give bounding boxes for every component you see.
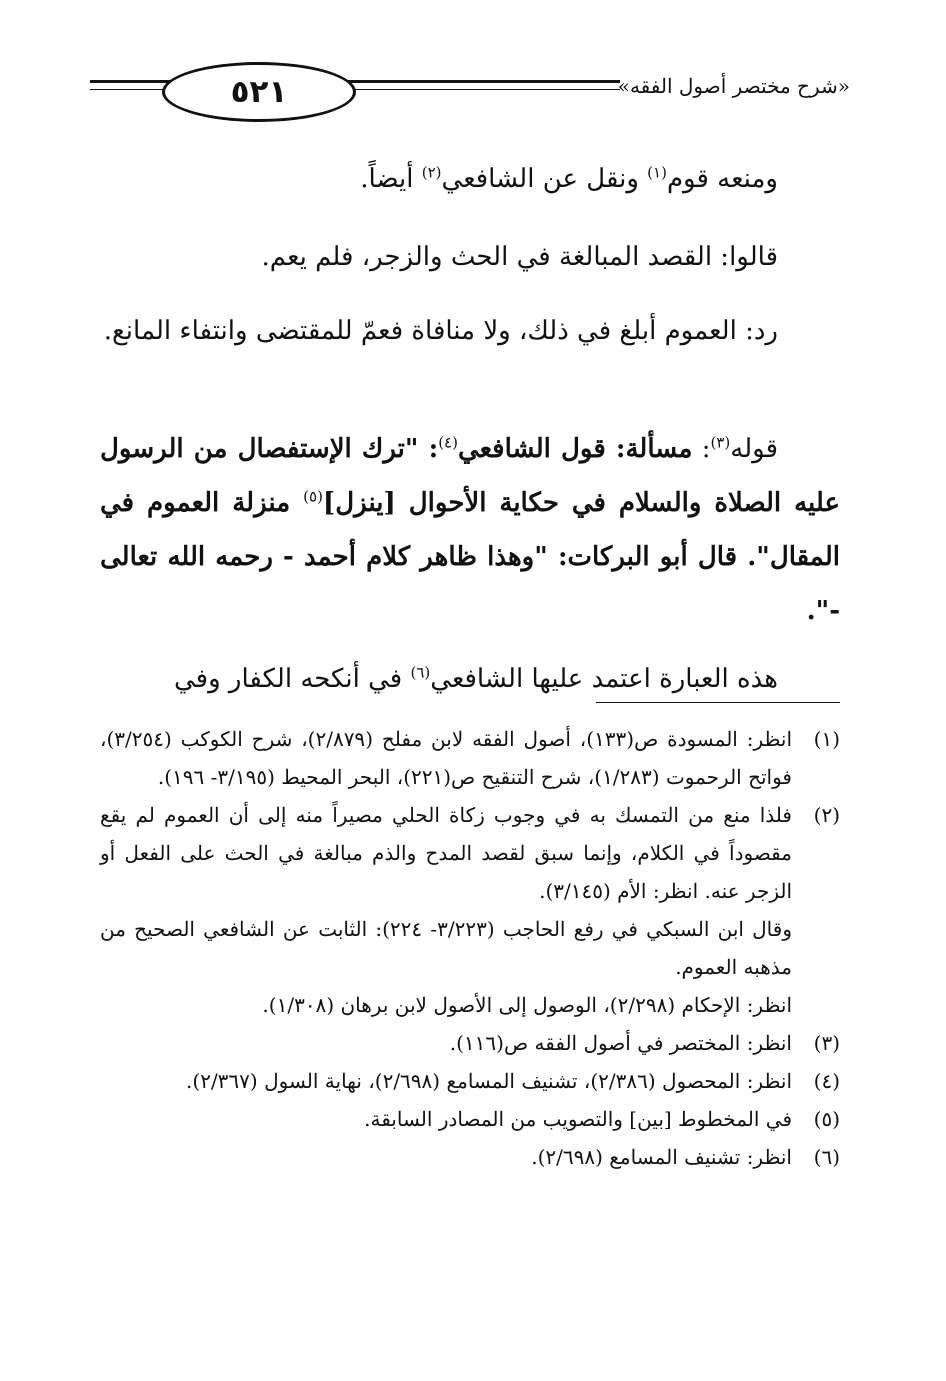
- header-rule-right-top: [336, 80, 620, 83]
- footnote-ref-4[interactable]: (٤): [438, 433, 458, 452]
- footnote-ref-2[interactable]: (٢): [421, 163, 442, 182]
- footnote-ref-6[interactable]: (٦): [410, 663, 431, 682]
- footnote-text: وقال ابن السبكي في رفع الحاجب (٣/٢٢٣- ٢٢٤): الثابت عن الشافعي الصحيح من مذهبه العموم.: [100, 917, 792, 979]
- paragraph-4: [100, 422, 840, 638]
- footnote-2-continuation-2: [100, 986, 840, 1024]
- footnote-text: انظر: المحصول (٢/٣٨٦)، تشنيف المسامع (٢/٦٩٨)، نهاية السول (٢/٣٦٧).: [186, 1069, 792, 1093]
- footnotes-list: [100, 720, 840, 1176]
- footnote-number: (٢): [813, 803, 840, 827]
- text-run: ومنعه قوم: [666, 164, 778, 194]
- footnote-2-continuation: [100, 910, 840, 986]
- footnote-ref-5[interactable]: (٥): [303, 487, 323, 506]
- paragraph-3: رد: العموم أبلغ في ذلك، ولا منافاة فعمّ للمقتضى وانتفاء المانع.: [103, 316, 778, 346]
- book-title: «شرح مختصر أصول الفقه»: [617, 74, 850, 98]
- footnote-3: [100, 1024, 840, 1062]
- footnote-ref-3[interactable]: (٣): [710, 433, 731, 452]
- footnote-text: فلذا منع من التمسك به في وجوب زكاة الحلي مصيراً منه إلى أن العموم لم يقع مقصوداً في الكلام، وإنما سبق لقصد المدح والذم مبالغة في الحث على الفعل أو الزجر عنه. انظر: الأم (٣/١٤٥).: [100, 803, 792, 903]
- paragraph-2: قالوا: القصد المبالغة في الحث والزجر، فلم يعم.: [261, 242, 778, 272]
- footnote-number: [792, 986, 840, 1024]
- footnote-text: انظر: المسودة ص(١٣٣)، أصول الفقه لابن مفلح (٢/٨٧٩)، شرح الكوكب (٣/٢٥٤)، فواتح الرحموت (١/٢٨٣)، شرح التنقيح ص(٢٢١)، البحر المحيط (٣/١٩٥- ١٩٦).: [100, 727, 793, 789]
- text-run: :: [692, 434, 711, 464]
- text-run: في أنكحه الكفار وفي: [174, 664, 411, 694]
- footnote-text: انظر: المختصر في أصول الفقه ص(١١٦).: [449, 1031, 792, 1055]
- bold-text: : "ترك الإستفصال من الرسول عليه الصلاة والسلام في حكاية الأحوال [ينزل]: [100, 434, 840, 518]
- paragraph-1: [100, 148, 840, 210]
- footnote-number: (٦): [813, 1145, 840, 1169]
- footnote-ref-1[interactable]: (١): [647, 163, 667, 182]
- page-header: [90, 58, 850, 120]
- text-run: أيضاً.: [360, 164, 422, 194]
- page-number: ٥٢١: [162, 62, 356, 122]
- footnote-number: (٥): [813, 1107, 840, 1131]
- footnote-divider: [596, 702, 840, 703]
- footnote-text: في المخطوط [بين] والتصويب من المصادر السابقة.: [364, 1107, 792, 1131]
- footnote-1: [100, 720, 840, 796]
- text-run: قوله: [730, 434, 779, 464]
- footnote-text: انظر: تشنيف المسامع (٢/٦٩٨).: [531, 1145, 792, 1169]
- footnote-number: (٣): [813, 1031, 840, 1055]
- bold-text: منزلة العموم في المقال". قال أبو البركات: "وهذا ظاهر كلام أحمد - رحمه الله تعالى -".: [100, 488, 840, 626]
- footnote-number: [792, 910, 840, 986]
- footnote-5: [100, 1100, 840, 1138]
- header-rule-right-bottom: [336, 89, 620, 90]
- bold-text: مسألة: قول الشافعي: [457, 434, 693, 464]
- footnote-number: (٤): [813, 1069, 840, 1093]
- text-run: ونقل عن الشافعي: [441, 164, 648, 194]
- footnote-2: [100, 796, 840, 910]
- footnote-6: [100, 1138, 840, 1176]
- text-run: هذه العبارة اعتمد عليها الشافعي: [430, 664, 778, 694]
- paragraph-5: [100, 648, 840, 710]
- footnote-text: انظر: الإحكام (٢/٢٩٨)، الوصول إلى الأصول لابن برهان (١/٣٠٨).: [262, 993, 792, 1017]
- footnote-4: [100, 1062, 840, 1100]
- footnote-number: (١): [813, 727, 840, 751]
